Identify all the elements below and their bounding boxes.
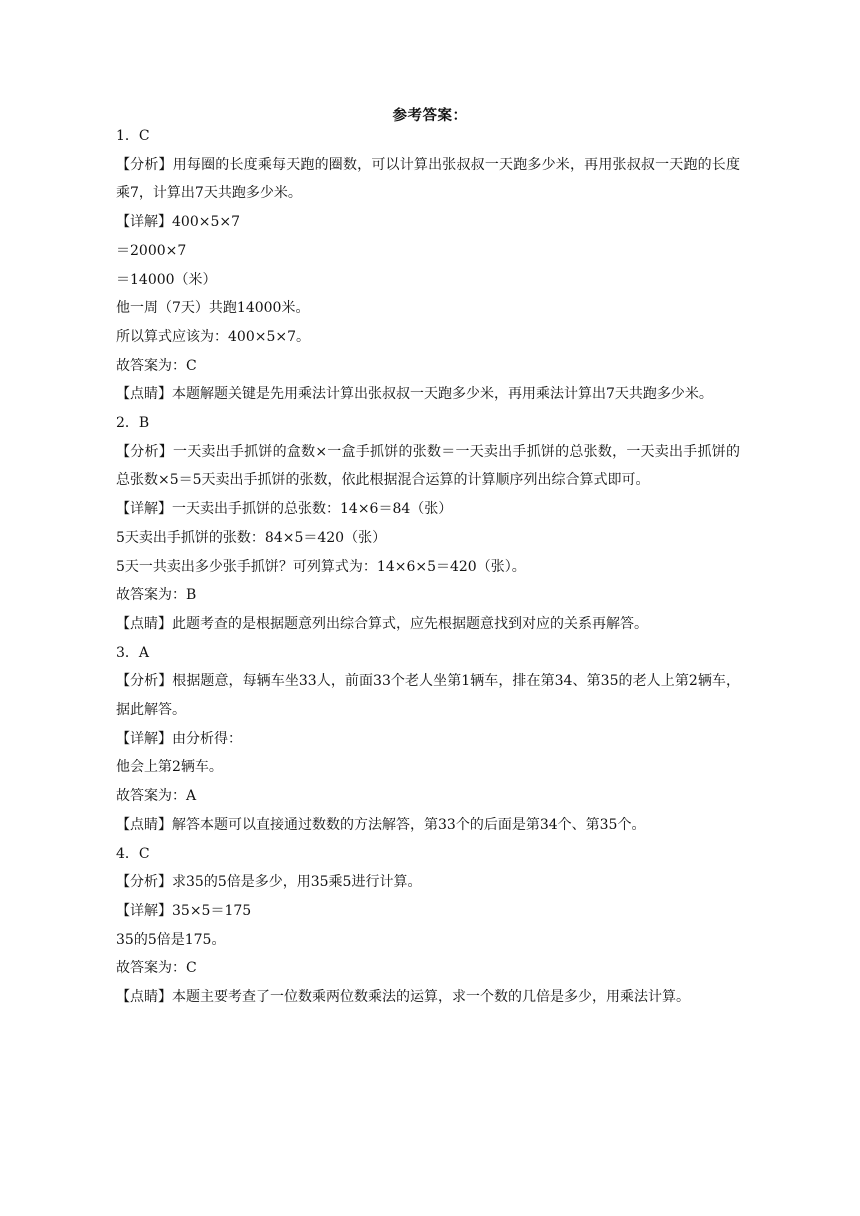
- answer-3-comment: 【点睛】解答本题可以直接通过数数的方法解答，第33个的后面是第34个、第35个。: [116, 816, 646, 833]
- answer-2-comment: 【点睛】此题考查的是根据题意列出综合算式，应先根据题意找到对应的关系再解答。: [116, 615, 648, 632]
- answer-1-analysis: 【分析】用每圈的长度乘每天跑的圈数，可以计算出张叔叔一天跑多少米，再用张叔叔一天跑的长度乘7，计算出7天共跑多少米。: [116, 156, 740, 202]
- answer-3-number: 3．A: [116, 644, 150, 661]
- answer-2-detail-line: 【详解】一天卖出手抓饼的总张数：14×6＝84（张）: [116, 501, 453, 518]
- answer-2-final: 故答案为：B: [116, 587, 197, 604]
- answer-4-comment: 【点睛】本题主要考查了一位数乘两位数乘法的运算，求一个数的几倍是多少，用乘法计算。: [116, 989, 690, 1006]
- page-title: 参考答案：: [392, 108, 468, 124]
- answer-2-detail-line: 5天卖出手抓饼的张数：84×5＝420（张）: [116, 529, 387, 546]
- answer-3-final: 故答案为：A: [116, 788, 197, 805]
- answer-3-detail-line: 他会上第2辆车。: [116, 759, 223, 776]
- answer-body: [116, 122, 740, 1012]
- answer-4-analysis: 【分析】求35的5倍是多少，用35乘5进行计算。: [116, 874, 422, 891]
- answer-4-number: 4．C: [116, 845, 150, 862]
- answer-2-analysis: 【分析】一天卖出手抓饼的盒数×一盒手抓饼的张数＝一天卖出手抓饼的总张数，一天卖出手抓饼的总张数×5＝5天卖出手抓饼的张数，依此根据混合运算的计算顺序列出综合算式即可。: [116, 443, 740, 489]
- answer-1-detail-line: ＝14000（米）: [116, 271, 217, 288]
- answer-1-comment: 【点睛】本题解题关键是先用乘法计算出张叔叔一天跑多少米，再用乘法计算出7天共跑多少米。: [116, 386, 713, 403]
- answer-4-final: 故答案为：C: [116, 960, 197, 977]
- answer-3-analysis: 【分析】根据题意，每辆车坐33人，前面33个老人坐第1辆车，排在第34、第35的老人上第2辆车，据此解答。: [116, 673, 740, 719]
- answer-1-detail-line: 【详解】400×5×7: [116, 214, 240, 231]
- answer-4-detail-line: 35的5倍是175。: [116, 931, 226, 948]
- answer-3-detail-line: 【详解】由分析得：: [116, 730, 242, 747]
- answer-4-detail-line: 【详解】35×5＝175: [116, 902, 252, 919]
- answer-2-number: 2．B: [116, 415, 150, 432]
- answer-1-detail-line: 他一周（7天）共跑14000米。: [116, 300, 310, 317]
- answer-2-detail-line: 5天一共卖出多少张手抓饼？可列算式为：14×6×5＝420（张）。: [116, 558, 526, 575]
- answer-1-detail-line: 所以算式应该为：400×5×7。: [116, 328, 310, 345]
- answer-1-final: 故答案为：C: [116, 357, 197, 374]
- answer-1-number: 1．C: [116, 128, 150, 144]
- answer-1-detail-line: ＝2000×7: [116, 242, 187, 259]
